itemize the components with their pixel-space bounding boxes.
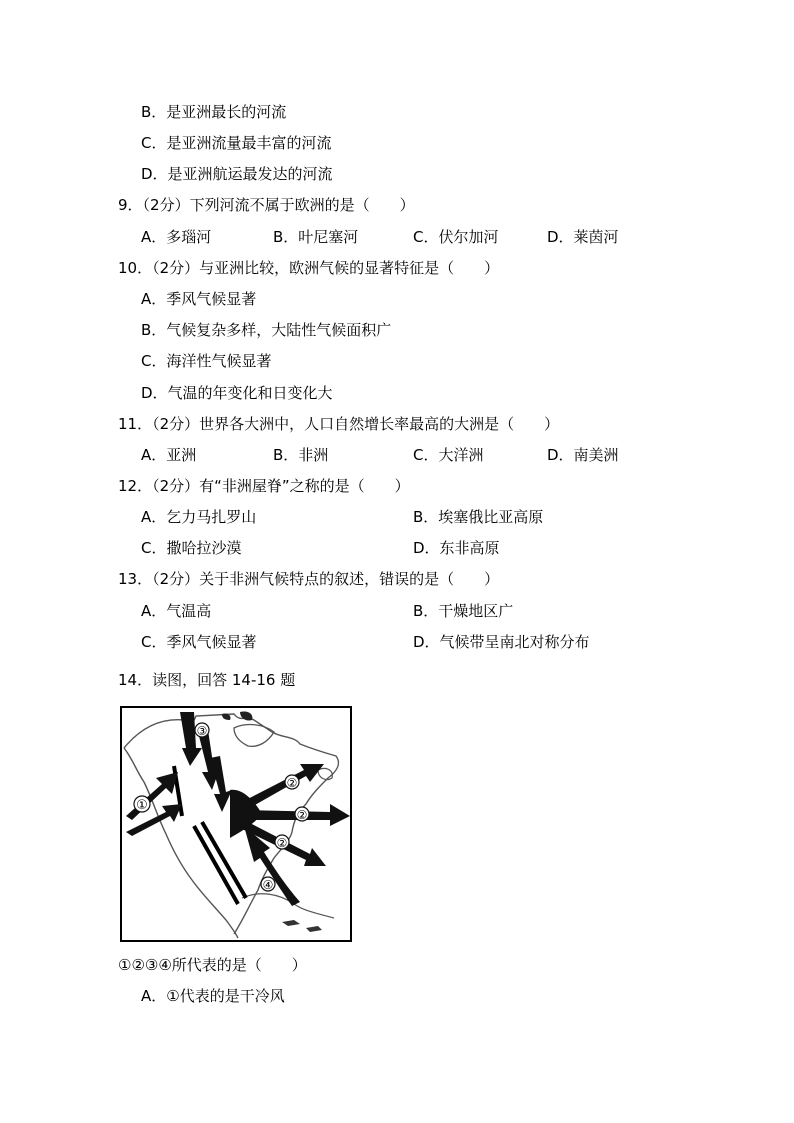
q12-option-b: B．埃塞俄比亚高原 [413,508,544,526]
north-america-wind-map [122,708,350,940]
q10-option-b: B．气候复杂多样，大陆性气候面积广 [141,321,392,339]
q13-option-a: A．气温高 [141,602,212,620]
mountain-ridge-3 [202,822,246,898]
wind-map-figure [120,706,352,942]
q14-sub-stem: ①②③④所代表的是（ ） [118,956,307,974]
q13-stem: 13．（2分）关于非洲气候特点的叙述，错误的是（ ） [118,570,500,588]
marker-3-label: ③ [196,724,208,738]
newfoundland [318,768,332,779]
q8-option-c: C．是亚洲流量最丰富的河流 [141,134,332,152]
q10-option-a: A．季风气候显著 [141,290,257,308]
q9-option-c: C．伏尔加河 [413,228,499,246]
q10-stem: 10．（2分）与亚洲比较，欧洲气候的显著特征是（ ） [118,259,500,277]
q11-option-b: B．非洲 [273,446,329,464]
marker-2c-label: ② [276,836,288,850]
q9-stem: 9．（2分）下列河流不属于欧洲的是（ ） [118,196,415,214]
q12-option-c: C．撒哈拉沙漠 [141,539,242,557]
arrow-2a [242,764,324,810]
marker-2b-label: ② [296,808,308,822]
arctic-island [240,711,252,720]
arrow-3a [180,712,202,766]
q10-option-c: C．海洋性气候显著 [141,352,272,370]
q13-option-b: B．干燥地区广 [413,602,514,620]
q9-option-d: D．莱茵河 [547,228,619,246]
q14-stem: 14．读图，回答 14-16 题 [118,671,296,689]
q11-option-a: A．亚洲 [141,446,197,464]
q8-option-d: D．是亚洲航运最发达的河流 [141,165,333,183]
q13-option-c: C．季风气候显著 [141,633,257,651]
q10-option-d: D．气温的年变化和日变化大 [141,384,333,402]
q8-option-b: B．是亚洲最长的河流 [141,103,287,121]
q11-option-d: D．南美洲 [547,446,619,464]
mountain-ridge-2 [194,826,238,904]
marker-1-label: ① [136,798,148,813]
q11-stem: 11．（2分）世界各大洲中，人口自然增长率最高的大洲是（ ） [118,415,560,433]
caribbean-islands [282,920,322,932]
q9-option-b: B．叶尼塞河 [273,228,359,246]
q9-option-a: A．多瑙河 [141,228,212,246]
hudson-bay [234,725,274,747]
q13-option-d: D．气候带呈南北对称分布 [413,633,590,651]
q12-option-a: A．乞力马扎罗山 [141,508,257,526]
marker-2a-label: ② [286,776,298,790]
marker-4-label: ④ [262,878,274,892]
q12-stem: 12．（2分）有“非洲屋脊”之称的是（ ） [118,477,410,495]
q12-option-d: D．东非高原 [413,539,500,557]
q14-option-a: A．①代表的是干冷风 [141,987,285,1005]
q11-option-c: C．大洋洲 [413,446,484,464]
